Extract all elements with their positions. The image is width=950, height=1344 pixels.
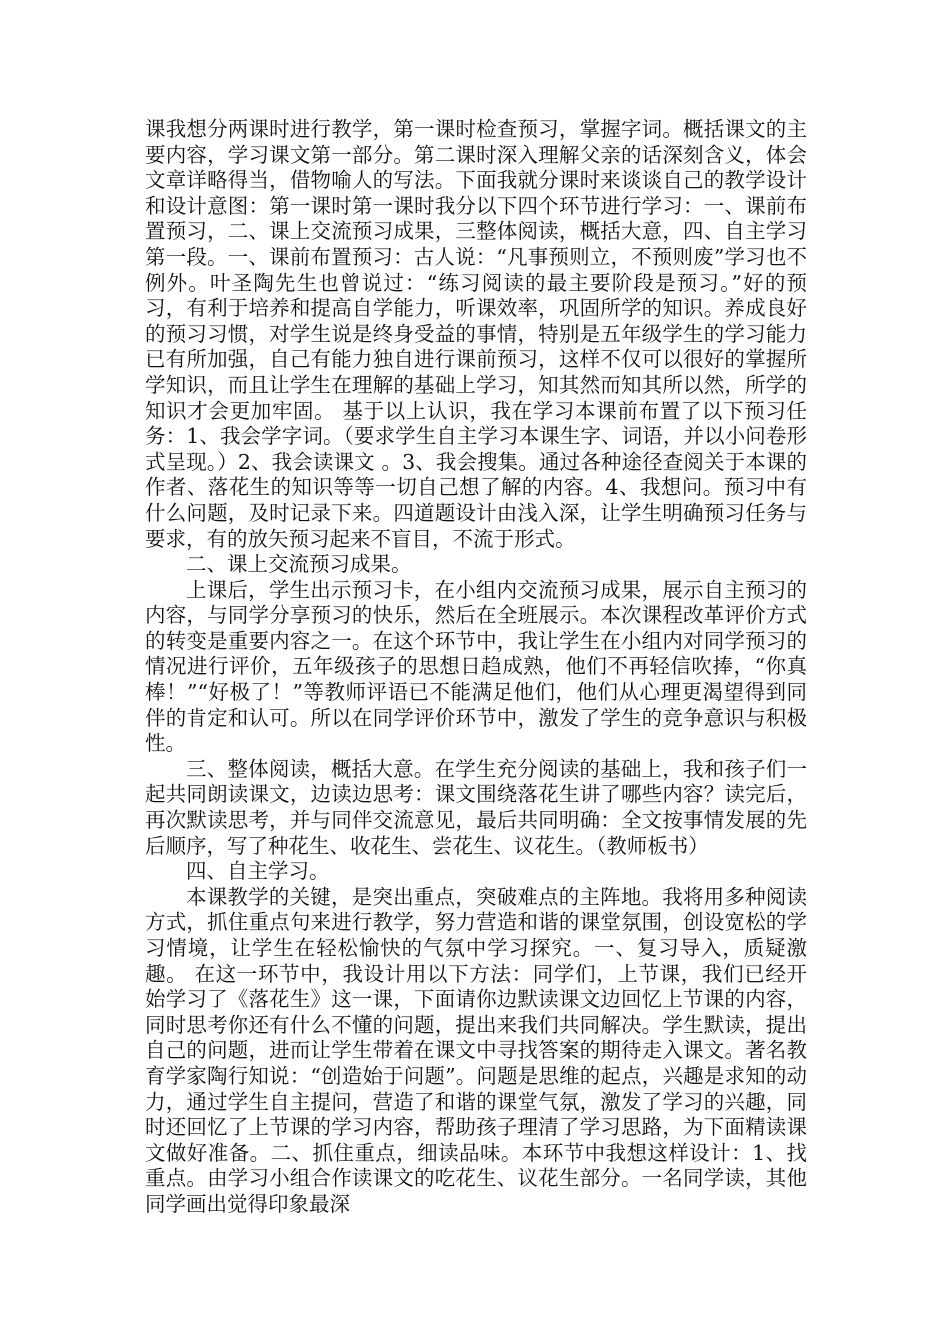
document-body (145, 117, 807, 1218)
paragraph-self-study: 本课教学的关键，是突出重点，突破难点的主阵地。我将用多种阅读方式，抓住重点句来进行教学，努力营造和谐的课堂氛围，创设宽松的学习情境，让学生在轻松愉快的气氛中学习探究。一、复习导入，质疑激趣。 在这一环节中，我设计用以下方法：同学们，上节课，我们已经开始学习了《落花生》这一课，下面请你边默读课文边回忆上节课的内容，同时思考你还有什么不懂的问题，提出来我们共同解决。学生默读，提出自己的问题，进而让学生带着在课文中寻找答案的期待走入课文。著名教育学家陶行知说：“创造始于问题”。问题是思维的起点，兴趣是求知的动力，通过学生自主提问，营造了和谐的课堂气氛，激发了学习的兴趣，同时还回忆了上节课的学习内容，帮助孩子理清了学习思路，为下面精读课文做好准备。二、抓住重点，细读品味。本环节中我想这样设计：1、找重点。由学习小组合作读课文的吃花生、议花生部分。一名同学读，其他同学画出觉得印象最深 (145, 884, 807, 1216)
paragraph-overall-reading: 三、整体阅读，概括大意。在学生充分阅读的基础上，我和孩子们一起共同朗读课文，边读边思考：课文围绕落花生讲了哪些内容？读完后，再次默读思考，并与同伴交流意见，最后共同明确：全文按事情发展的先后顺序，写了种花生、收花生、尝花生、议花生。（教师板书） (145, 756, 807, 858)
section-heading-exchange-results: 二、课上交流预习成果。 (186, 552, 412, 577)
paragraph-lesson-plan-intro: 课我想分两课时进行教学，第一课时检查预习，掌握字词。概括课文的主要内容，学习课文第一部分。第二课时深入理解父亲的话深刻含义，体会文章详略得当，借物喻人的写法。下面我就分课时来谈谈自己的教学设计和设计意图：第一课时第一课时我分以下四个环节进行学习：一、课前布置预习，二、课上交流预习成果，三整体阅读，概括大意，四、自主学习第一段。一、课前布置预习：古人说：“凡事预则立，不预则废”学习也不例外。叶圣陶先生也曾说过：“练习阅读的最主要阶段是预习。”好的预习，有利于培养和提高自学能力，听课效率，巩固所学的知识。养成良好的预习习惯，对学生说是终身受益的事情，特别是五年级学生的学习能力已有所加强，自己有能力独自进行课前预习，这样不仅可以很好的掌握所学知识，而且让学生在理解的基础上学习，知其然而知其所以然，所学的知识才会更加牢固。 基于以上认识，我在学习本课前布置了以下预习任务：1、我会学字词。（要求学生自主学习本课生字、词语，并以小问卷形式呈现。）2、我会读课文 。3、我会搜集。通过各种途径查阅关于本课的作者、落花生的知识等等一切自己想了解的内容。4、我想问。预习中有什么问题，及时记录下来。四道题设计由浅入深，让学生明确预习任务与要求，有的放矢预习起来不盲目，不流于形式。 (145, 117, 807, 551)
section-heading-self-study: 四、自主学习。 (186, 859, 330, 884)
paragraph-exchange-results: 上课后，学生出示预习卡，在小组内交流预习成果，展示自主预习的内容，与同学分享预习的快乐，然后在全班展示。本次课程改革评价方式的转变是重要内容之一。在这个环节中，我让学生在小组内对同学预习的情况进行评价，五年级孩子的思想日趋成熟，他们不再轻信吹捧，“你真棒！”“好极了！”等教师评语已不能满足他们，他们从心理更渴望得到同伴的肯定和认可。所以在同学评价环节中，激发了学生的竞争意识与积极性。 (145, 577, 807, 756)
